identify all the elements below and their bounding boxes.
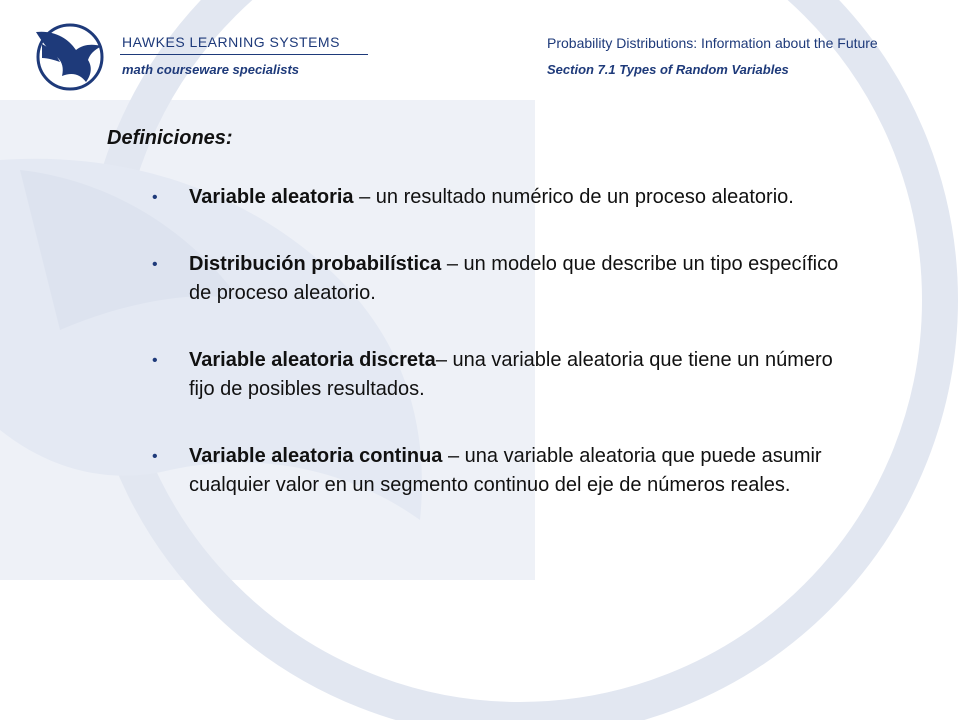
eagle-icon (32, 22, 110, 92)
definition-item (150, 250, 850, 308)
brand-underline (120, 54, 368, 55)
section-title: Section 7.1 Types of Random Variables (547, 62, 789, 77)
definition-item (150, 346, 850, 404)
definition-list (150, 183, 850, 538)
bullet-dot-icon: • (152, 189, 158, 206)
definition-term: Variable aleatoria (189, 186, 354, 208)
definition-item (150, 442, 850, 500)
definition-text: – una variable aleatoria que tiene un número fijo de posibles resultados. (189, 349, 833, 400)
brand-name: HAWKES LEARNING SYSTEMS (122, 34, 340, 50)
brand-tagline: math courseware specialists (122, 62, 300, 77)
definition-text: – un modelo que describe un tipo específico de proceso aleatorio. (189, 253, 839, 304)
definition-item (150, 183, 850, 212)
page-heading: Definiciones: (107, 127, 233, 149)
bullet-dot-icon: • (152, 352, 158, 369)
course-title: Probability Distributions: Information about the Future (547, 35, 878, 51)
bullet-dot-icon: • (152, 448, 158, 465)
definition-term: Variable aleatoria continua (189, 445, 443, 467)
definition-term: Distribución probabilística (189, 253, 442, 275)
definition-text: – una variable aleatoria que puede asumir cualquier valor en un segmento continuo del eje de números reales. (189, 445, 822, 496)
definition-text: – un resultado numérico de un proceso aleatorio. (353, 186, 794, 208)
definition-term: Variable aleatoria discreta (189, 349, 436, 371)
bullet-dot-icon: • (152, 256, 158, 273)
